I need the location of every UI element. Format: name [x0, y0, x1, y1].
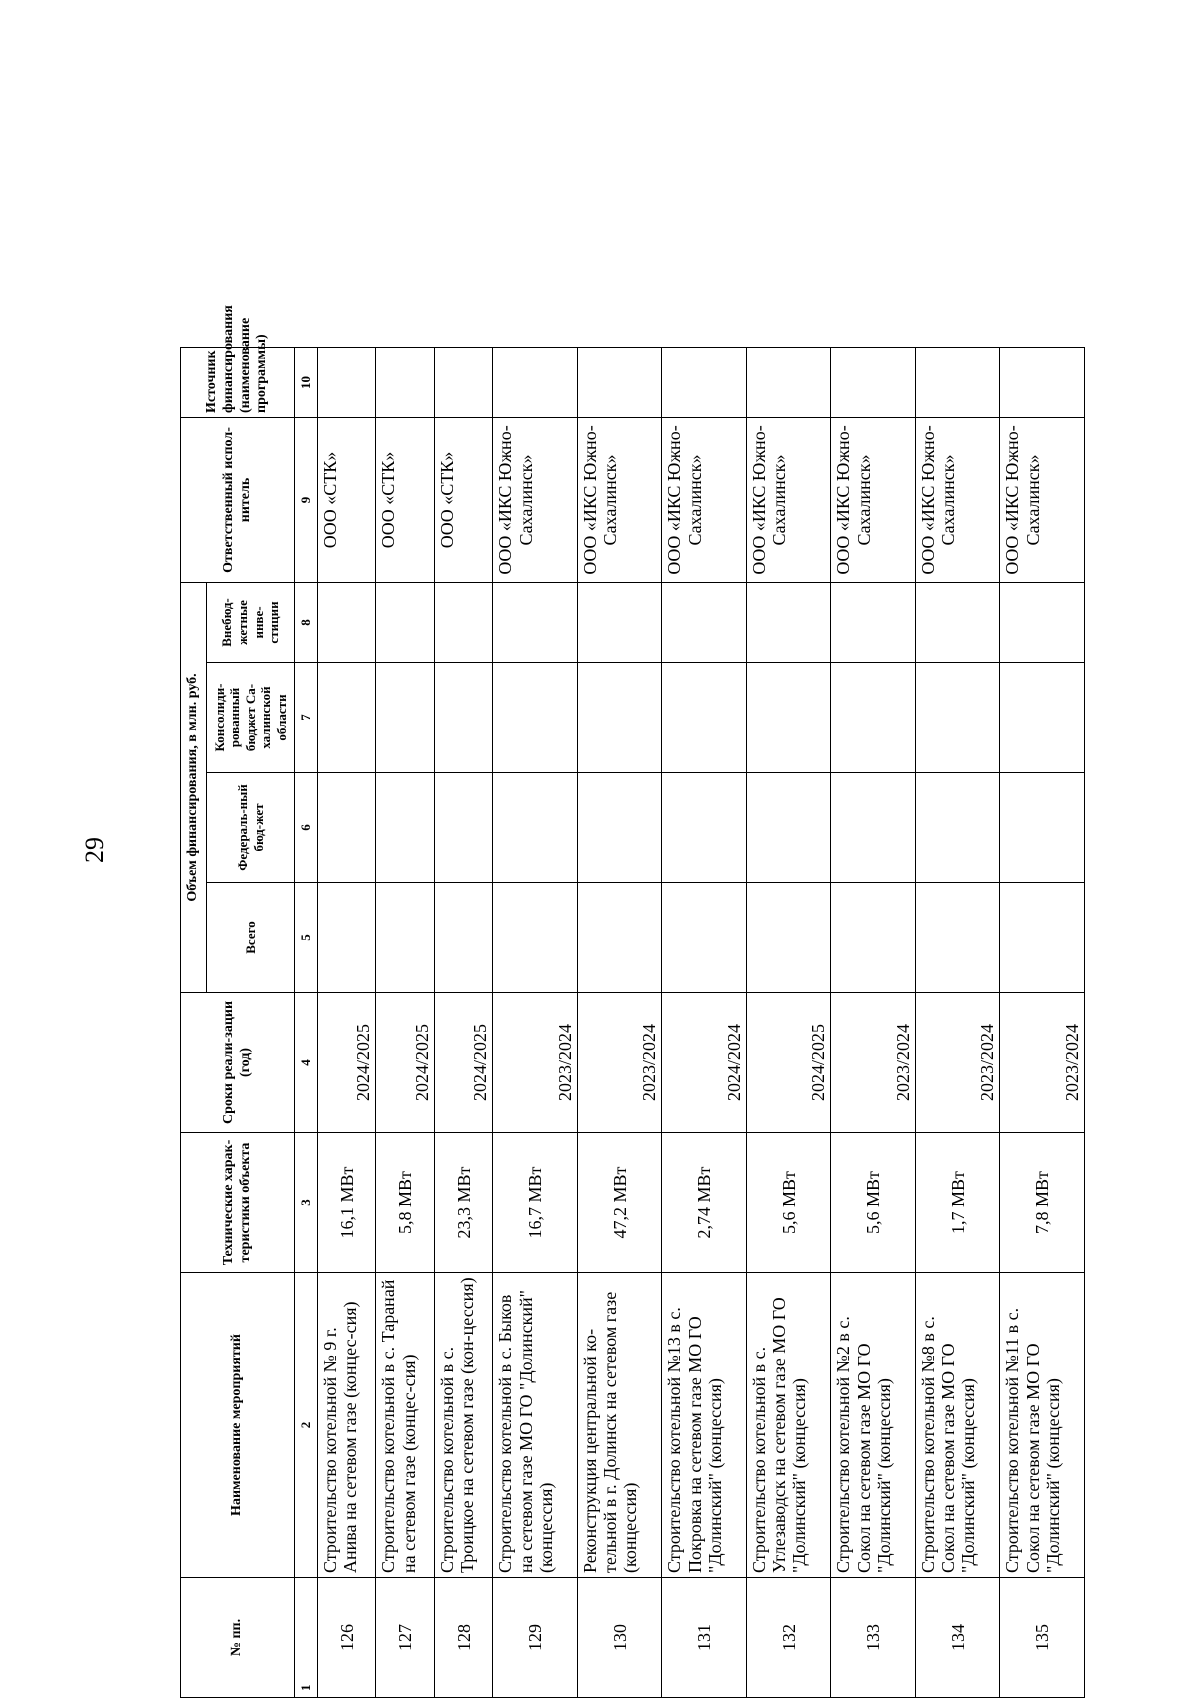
table-row [746, 347, 831, 1697]
row-offbudget [318, 582, 376, 662]
table-row [493, 347, 578, 1697]
row-terms: 2024/2025 [376, 993, 434, 1133]
row-total [493, 883, 578, 993]
row-tech: 16,7 МВт [493, 1133, 578, 1273]
row-consolidated [662, 663, 747, 773]
row-consolidated [376, 663, 434, 773]
table-row [662, 347, 747, 1697]
row-consolidated [831, 663, 916, 773]
row-consolidated [318, 663, 376, 773]
row-tech: 5,8 МВт [376, 1133, 434, 1273]
column-number: 7 [295, 663, 318, 773]
column-number: 1 [295, 1578, 318, 1698]
row-offbudget [915, 582, 1000, 662]
row-total [1000, 883, 1085, 993]
row-source [915, 347, 1000, 417]
row-name: Строительство котельной №8 в с. Сокол на сетевом газе МО ГО "Долинский" (концессия) [915, 1273, 1000, 1578]
row-tech: 1,7 МВт [915, 1133, 1000, 1273]
row-consolidated [915, 663, 1000, 773]
row-name: Строительство котельной №2 в с. Сокол на сетевом газе МО ГО "Долинский" (концессия) [831, 1273, 916, 1578]
row-total [318, 883, 376, 993]
row-source [746, 347, 831, 417]
column-number: 3 [295, 1133, 318, 1273]
table-row [577, 347, 662, 1697]
column-number: 5 [295, 883, 318, 993]
row-terms: 2024/2024 [662, 993, 747, 1133]
row-name: Реконструкция центральной ко-тельной в г. Долинск на сетевом газе (концессия) [577, 1273, 662, 1578]
row-tech: 23,3 МВт [434, 1133, 492, 1273]
row-responsible: ООО «СТК» [434, 417, 492, 582]
row-responsible: ООО «СТК» [376, 417, 434, 582]
header-tech: Технические харак-теристики объекта [181, 1133, 295, 1273]
row-responsible: ООО «ИКС Южно-Сахалинск» [831, 417, 916, 582]
row-tech: 16,1 МВт [318, 1133, 376, 1273]
row-federal [915, 773, 1000, 883]
row-name: Строительство котельной в с. Быков на сетевом газе МО ГО "Долинский" (концессия) [493, 1273, 578, 1578]
row-number: 133 [831, 1578, 916, 1698]
row-consolidated [577, 663, 662, 773]
column-number-row [295, 347, 318, 1697]
row-federal [746, 773, 831, 883]
header-federal: Федераль-ный бюд-жет [207, 773, 295, 883]
row-number: 134 [915, 1578, 1000, 1698]
row-source [577, 347, 662, 417]
row-federal [434, 773, 492, 883]
column-number: 8 [295, 582, 318, 662]
row-consolidated [746, 663, 831, 773]
rotated-table-container [180, 305, 1085, 1698]
row-number: 135 [1000, 1578, 1085, 1698]
row-number: 129 [493, 1578, 578, 1698]
row-offbudget [746, 582, 831, 662]
header-source: Источник финансирования (наименование программы) [181, 347, 295, 417]
row-number: 130 [577, 1578, 662, 1698]
row-name: Строительство котельной № 9 г. Анива на сетевом газе (концес-сия) [318, 1273, 376, 1578]
row-source [662, 347, 747, 417]
row-responsible: ООО «ИКС Южно-Сахалинск» [746, 417, 831, 582]
row-offbudget [493, 582, 578, 662]
row-offbudget [434, 582, 492, 662]
column-number: 4 [295, 993, 318, 1133]
row-consolidated [1000, 663, 1085, 773]
table-row [831, 347, 916, 1697]
table-row [434, 347, 492, 1697]
header-num: № пп. [181, 1578, 295, 1698]
row-number: 127 [376, 1578, 434, 1698]
column-number: 9 [295, 417, 318, 582]
row-consolidated [434, 663, 492, 773]
page-number [80, 820, 110, 880]
header-row [181, 347, 207, 1697]
funding-table [180, 305, 1085, 1698]
row-offbudget [662, 582, 747, 662]
row-tech: 2,74 МВт [662, 1133, 747, 1273]
row-terms: 2023/2024 [915, 993, 1000, 1133]
row-federal [376, 773, 434, 883]
row-tech: 47,2 МВт [577, 1133, 662, 1273]
row-responsible: ООО «ИКС Южно-Сахалинск» [577, 417, 662, 582]
header-total: Всего [207, 883, 295, 993]
row-source [831, 347, 916, 417]
row-total [434, 883, 492, 993]
row-name: Строительство котельной №13 в с. Покровка на сетевом газе МО ГО "Долинский" (концессия) [662, 1273, 747, 1578]
row-federal [662, 773, 747, 883]
header-offbudget: Внебюд-жетные инве-стиции [207, 582, 295, 662]
table-row [318, 347, 376, 1697]
table-body [318, 347, 1085, 1697]
row-number: 131 [662, 1578, 747, 1698]
row-responsible: ООО «ИКС Южно-Сахалинск» [915, 417, 1000, 582]
row-responsible: ООО «ИКС Южно-Сахалинск» [493, 417, 578, 582]
column-number: 6 [295, 773, 318, 883]
row-source [434, 347, 492, 417]
header-terms: Сроки реали-зации (год) [181, 993, 295, 1133]
row-source [376, 347, 434, 417]
row-number: 126 [318, 1578, 376, 1698]
header-responsible: Ответственный испол-нитель [181, 417, 295, 582]
row-total [831, 883, 916, 993]
row-tech: 5,6 МВт [831, 1133, 916, 1273]
row-terms: 2024/2025 [434, 993, 492, 1133]
row-name: Строительство котельной в с. Троицкое на сетевом газе (кон-цессия) [434, 1273, 492, 1578]
table-row [376, 347, 434, 1697]
row-tech: 5,6 МВт [746, 1133, 831, 1273]
row-total [577, 883, 662, 993]
row-total [376, 883, 434, 993]
row-consolidated [493, 663, 578, 773]
row-tech: 7,8 МВт [1000, 1133, 1085, 1273]
table-row [1000, 347, 1085, 1697]
header-consolidated: Консолиди-рованный бюджет Са-халинской области [207, 663, 295, 773]
row-offbudget [577, 582, 662, 662]
row-name: Строительство котельной в с. Углезаводск на сетевом газе МО ГО "Долинский" (концессия) [746, 1273, 831, 1578]
row-total [746, 883, 831, 993]
row-federal [831, 773, 916, 883]
column-number: 10 [295, 347, 318, 417]
row-total [662, 883, 747, 993]
row-source [318, 347, 376, 417]
row-terms: 2023/2024 [831, 993, 916, 1133]
row-name: Строительство котельной в с. Таранай на сетевом газе (концес-сия) [376, 1273, 434, 1578]
row-number: 132 [746, 1578, 831, 1698]
column-number: 2 [295, 1273, 318, 1578]
row-name: Строительство котельной №11 в с. Сокол на сетевом газе МО ГО "Долинский" (концессия) [1000, 1273, 1085, 1578]
table-row [915, 347, 1000, 1697]
row-federal [1000, 773, 1085, 883]
row-responsible: ООО «ИКС Южно-Сахалинск» [1000, 417, 1085, 582]
header-name: Наименование мероприятий [181, 1273, 295, 1578]
row-terms: 2023/2024 [1000, 993, 1085, 1133]
row-total [915, 883, 1000, 993]
header-funding-group: Объем финансирования, в млн. руб. [181, 582, 207, 992]
row-terms: 2024/2025 [746, 993, 831, 1133]
row-source [493, 347, 578, 417]
row-source [1000, 347, 1085, 417]
row-terms: 2023/2024 [493, 993, 578, 1133]
row-terms: 2024/2025 [318, 993, 376, 1133]
row-federal [318, 773, 376, 883]
row-federal [577, 773, 662, 883]
row-offbudget [831, 582, 916, 662]
row-offbudget [1000, 582, 1085, 662]
row-responsible: ООО «ИКС Южно-Сахалинск» [662, 417, 747, 582]
page-number-text: 29 [80, 837, 109, 863]
row-federal [493, 773, 578, 883]
row-offbudget [376, 582, 434, 662]
row-terms: 2023/2024 [577, 993, 662, 1133]
row-responsible: ООО «СТК» [318, 417, 376, 582]
row-number: 128 [434, 1578, 492, 1698]
